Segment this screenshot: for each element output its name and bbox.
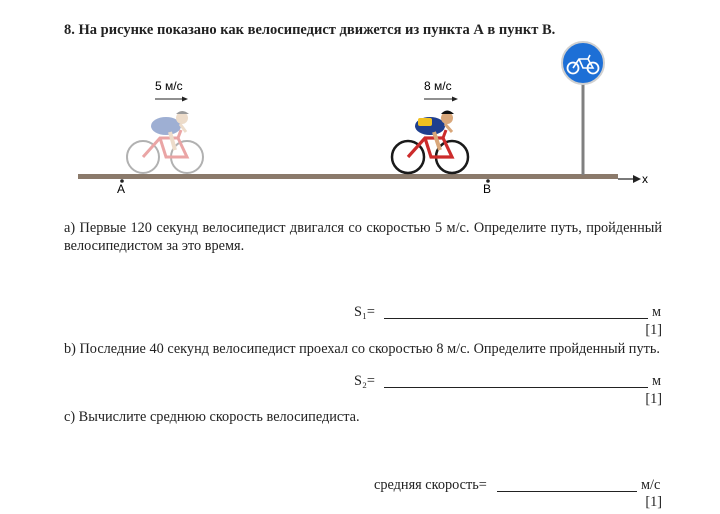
speed-left-arrow (155, 97, 188, 102)
speed-left-label: 5 м/с (155, 79, 183, 93)
part-c-marks: [1] (645, 494, 662, 510)
point-a-label: А (117, 182, 126, 196)
part-b-marks: [1] (645, 391, 662, 407)
part-a-answer-label: S₁= (354, 304, 375, 320)
motion-figure (0, 36, 720, 206)
cyclist-icon (392, 111, 468, 174)
part-a-marks: [1] (645, 322, 662, 338)
cyclist-faded-icon (127, 111, 203, 173)
part-c-unit: м/с (641, 477, 661, 493)
part-b-unit: м (652, 373, 662, 389)
bicycle-lane-sign-icon (562, 42, 604, 175)
part-c-answer-label: средняя скорость= (374, 477, 487, 493)
question-title: 8. На рисунке показано как велосипедист движется из пункта А в пункт В. (64, 22, 556, 38)
part-b-text: b) Последние 40 секунд велосипедист проехал со скоростью 8 м/с. Определите пройденный путь. (64, 341, 660, 357)
part-c-text: с) Вычислите среднюю скорость велосипедиста. (64, 409, 360, 425)
road (78, 174, 618, 179)
part-a-unit: м (652, 304, 662, 320)
speed-right-label: 8 м/с (424, 79, 452, 93)
x-axis-arrow (618, 175, 641, 183)
point-b-label: В (483, 182, 492, 196)
part-b-answer-label: S₂= (354, 373, 375, 389)
part-b-answer-line[interactable] (384, 387, 648, 388)
part-a-answer-line[interactable] (384, 318, 648, 319)
speed-right-arrow (424, 97, 458, 102)
part-c-answer-line[interactable] (497, 491, 637, 492)
part-a-text: а) Первые 120 секунд велосипедист двигался со скоростью 5 м/с. Определите путь, пройденный велосипедистом за это время. (64, 220, 662, 254)
axis-label: x (642, 172, 648, 186)
